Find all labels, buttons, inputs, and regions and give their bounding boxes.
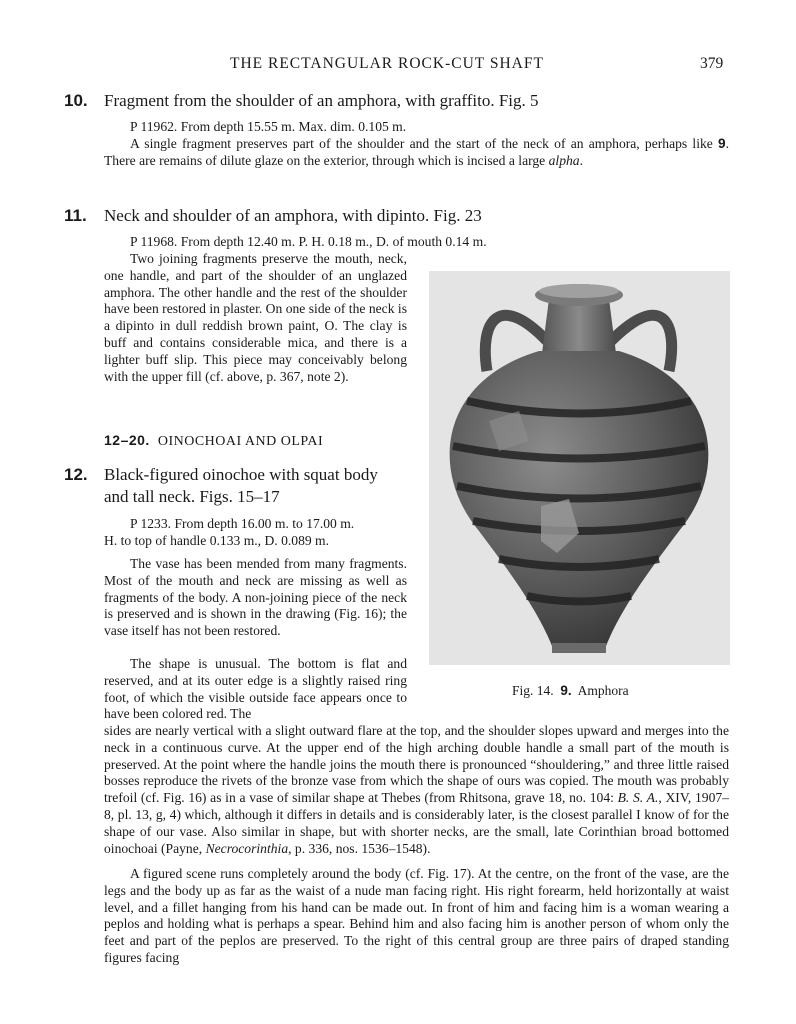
entry-10-number: 10. [64, 91, 88, 110]
entry-12-title-line-2: and tall neck. Figs. 15–17 [104, 487, 280, 506]
entry-12-paragraph-1: The vase has been mended from many fragments. Most of the mouth and neck are missing as well as fragments of the body. A non-joining piece of the neck is preserved and is shown in the drawing (Fig. 16); the vase itself has not been restored. [104, 556, 407, 639]
amphora-illustration [429, 271, 730, 665]
entry-12-number: 12. [64, 465, 88, 484]
entry-12-title-line-1: Black-figured oinochoe with squat body [104, 465, 378, 484]
entry-10-description: A single fragment preserves part of the shoulder and the start of the neck of an amphora, perhaps like 9. There are remains of dilute glaze on the exterior, through which is incised a large alpha. [104, 136, 729, 168]
running-title: THE RECTANGULAR ROCK-CUT SHAFT [230, 55, 544, 72]
amphora-photo [429, 271, 730, 665]
entry-12-paragraph-3: A figured scene runs completely around the body (cf. Fig. 17). At the centre, on the front of the vase, are the legs and the body up as far as the waist of a nude man facing right. His right forearm, held horizontally at waist level, and a fillet hanging from his hand can be made out. In front of him and facing him is a woman wearing a peplos and holding what is perhaps a spear. Behind him and also facing him is another person of whom only the feet and part of the peplos are preserved. To the right of this central group are three pairs of draped standing figures facing [104, 866, 729, 965]
entry-11-catalog: P 11968. From depth 12.40 m. P. H. 0.18 m., D. of mouth 0.14 m. [130, 234, 487, 249]
entry-10-catalog: P 11962. From depth 15.55 m. Max. dim. 0.105 m. [130, 119, 407, 134]
entry-12-catalog-line-1: P 1233. From depth 16.00 m. to 17.00 m. [130, 516, 355, 531]
entry-11-description: Two joining fragments preserve the mouth, neck, one handle, and part of the shoulder of an unglazed amphora. The other handle and the rest of the shoulder have been restored in plaster. On one side of the neck is a dipinto in dull reddish brown paint, O. The clay is buff and contains considerable mica, and there is a lighter buff slip. This piece may conceivably belong with the upper fill (cf. above, p. 367, note 2). [104, 251, 407, 384]
entry-12-catalog-line-2: H. to top of handle 0.133 m., D. 0.089 m. [104, 533, 330, 548]
entry-12-paragraph-2-narrow: The shape is unusual. The bottom is flat and reserved, and at its outer edge is a slightly raised ring foot, of which the visible outside face appears once to have been colored red. The [104, 656, 407, 722]
entry-12-paragraph-2: sides are nearly vertical with a slight outward flare at the top, and the shoulder slopes upward and merges into the neck in a continuous curve. At the upper end of the high arching double handle a small part of the mouth is preserved. At the point where the handle joins the mouth there is pronounced “shouldering,” and three little raised bosses reproduce the rivets of the bronze vase from which the shape of ours was copied. The mouth was probably trefoil (cf. Fig. 16) as in a vase of similar shape at Thebes (from Rhitsona, grave 18, no. 104: B. S. A., XIV, 1907–8, pl. 13, g, 4) which, although it differs in details and is considerably later, is the closest parallel I know of for the shape of our vase. Also similar in shape, but with shorter necks, are the small, late Corinthian broad bottomed oinochoai (Payne, Necrocorinthia, p. 336, nos. 1536–1548). [104, 723, 729, 856]
figure-caption: Fig. 14. 9. Amphora [512, 683, 629, 698]
entry-11-number: 11. [64, 206, 87, 225]
entry-10-title: Fragment from the shoulder of an amphora, with graffito. Fig. 5 [104, 91, 539, 110]
page-number: 379 [700, 55, 724, 72]
entry-11-title: Neck and shoulder of an amphora, with dipinto. Fig. 23 [104, 206, 482, 225]
section-heading: 12–20. OINOCHOAI AND OLPAI [104, 432, 324, 449]
